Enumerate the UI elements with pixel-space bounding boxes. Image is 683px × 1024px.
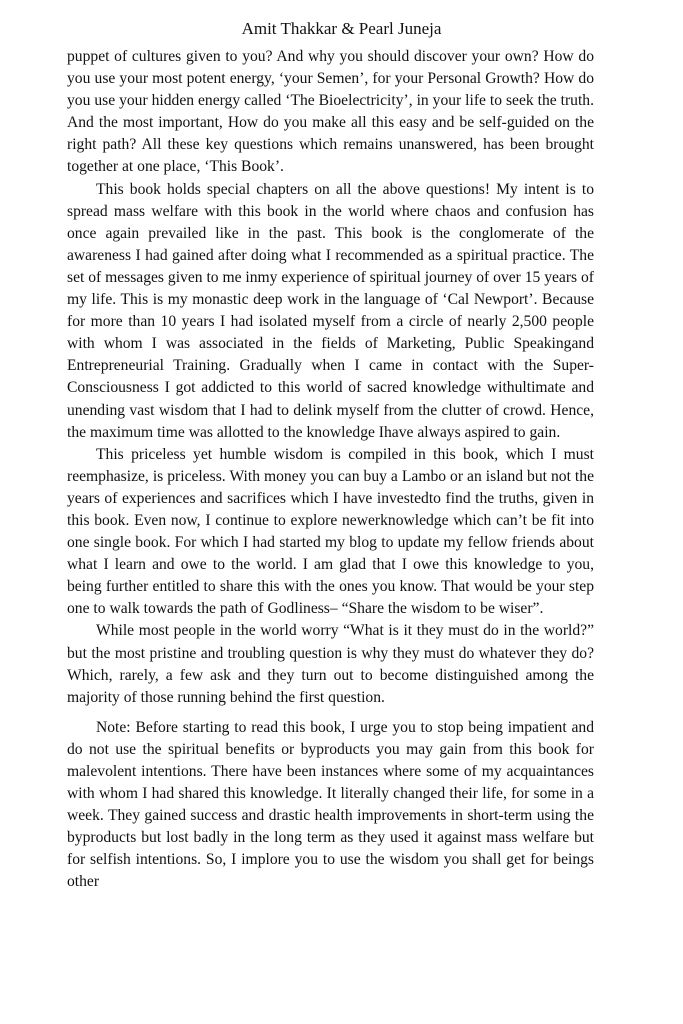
paragraph-world-question: While most people in the world worry “What is it they must do in the world?” but the most pristine and troubling question is why they must do whatever they do? Which, rarely, a few ask and they turn out to become distinguished among the majority of those running behind the first question.: [67, 622, 594, 706]
page-body: [67, 46, 594, 894]
running-header-title: Amit Thakkar & Pearl Juneja: [241, 19, 442, 38]
paragraph-book-intent: This book holds special chapters on all the above questions! My intent is to spread mass welfare with this book in the world where chaos and confusion has once again prevailed like in the past. This book is the conglomerate of the awareness I had gained after doing what I recommended as a spiritual practice. The set of messages given to me inmy experience of spiritual journey of over 15 years of my life. This is my monastic deep work in the language of ‘Cal Newport’. Because for more than 10 years I had isolated myself from a circle of nearly 2,500 people with whom I was associated in the fields of Marketing, Public Speakingand Entrepreneurial Training. Gradually when I came in contact with the Super-Consciousness I got addicted to this world of sacred knowledge withultimate and unending vast wisdom that I had to delink myself from the clutter of crowd. Hence, the maximum time was allotted to the knowledge Ihave always aspired to gain.: [67, 180, 594, 441]
paragraph-continued: puppet of cultures given to you? And why you should discover your own? How do you use your most potent energy, ‘your Semen’, for your Personal Growth? How do you use your hidden energy called ‘The Bioelectricity’, in your life to seek the truth. And the most important, How do you make all this easy and be self-guided on the right path? All these key questions which remains unanswered, has been brought together at one place, ‘This Book’.: [67, 48, 594, 176]
paragraph-priceless-wisdom: This priceless yet humble wisdom is compiled in this book, which I must reemphasize, is priceless. With money you can buy a Lambo or an island but not the years of experiences and sacrifices which I have investedto find the truths, given in this book. Even now, I continue to explore newerknowledge which can’t be fit into one single book. For which I had started my blog to update my fellow friends about what I learn and owe to the world. I am glad that I owe this knowledge to you, being further entitled to share this with the ones you know. That would be your step one to walk towards the path of Godliness– “Share the wisdom to be wiser”.: [67, 445, 594, 618]
paragraph-note: Note: Before starting to read this book, I urge you to stop being impatient and do not use the spiritual benefits or byproducts you may gain from this book for malevolent intentions. There have been instances where some of my acquaintances with whom I had shared this knowledge. It literally changed their life, for some in a week. They gained success and drastic health improvements in short-term using the byproducts but lost badly in the long term as they used it against mass welfare but for selfish intentions. So, I implore you to use the wisdom you shall get for beings other: [67, 718, 594, 891]
